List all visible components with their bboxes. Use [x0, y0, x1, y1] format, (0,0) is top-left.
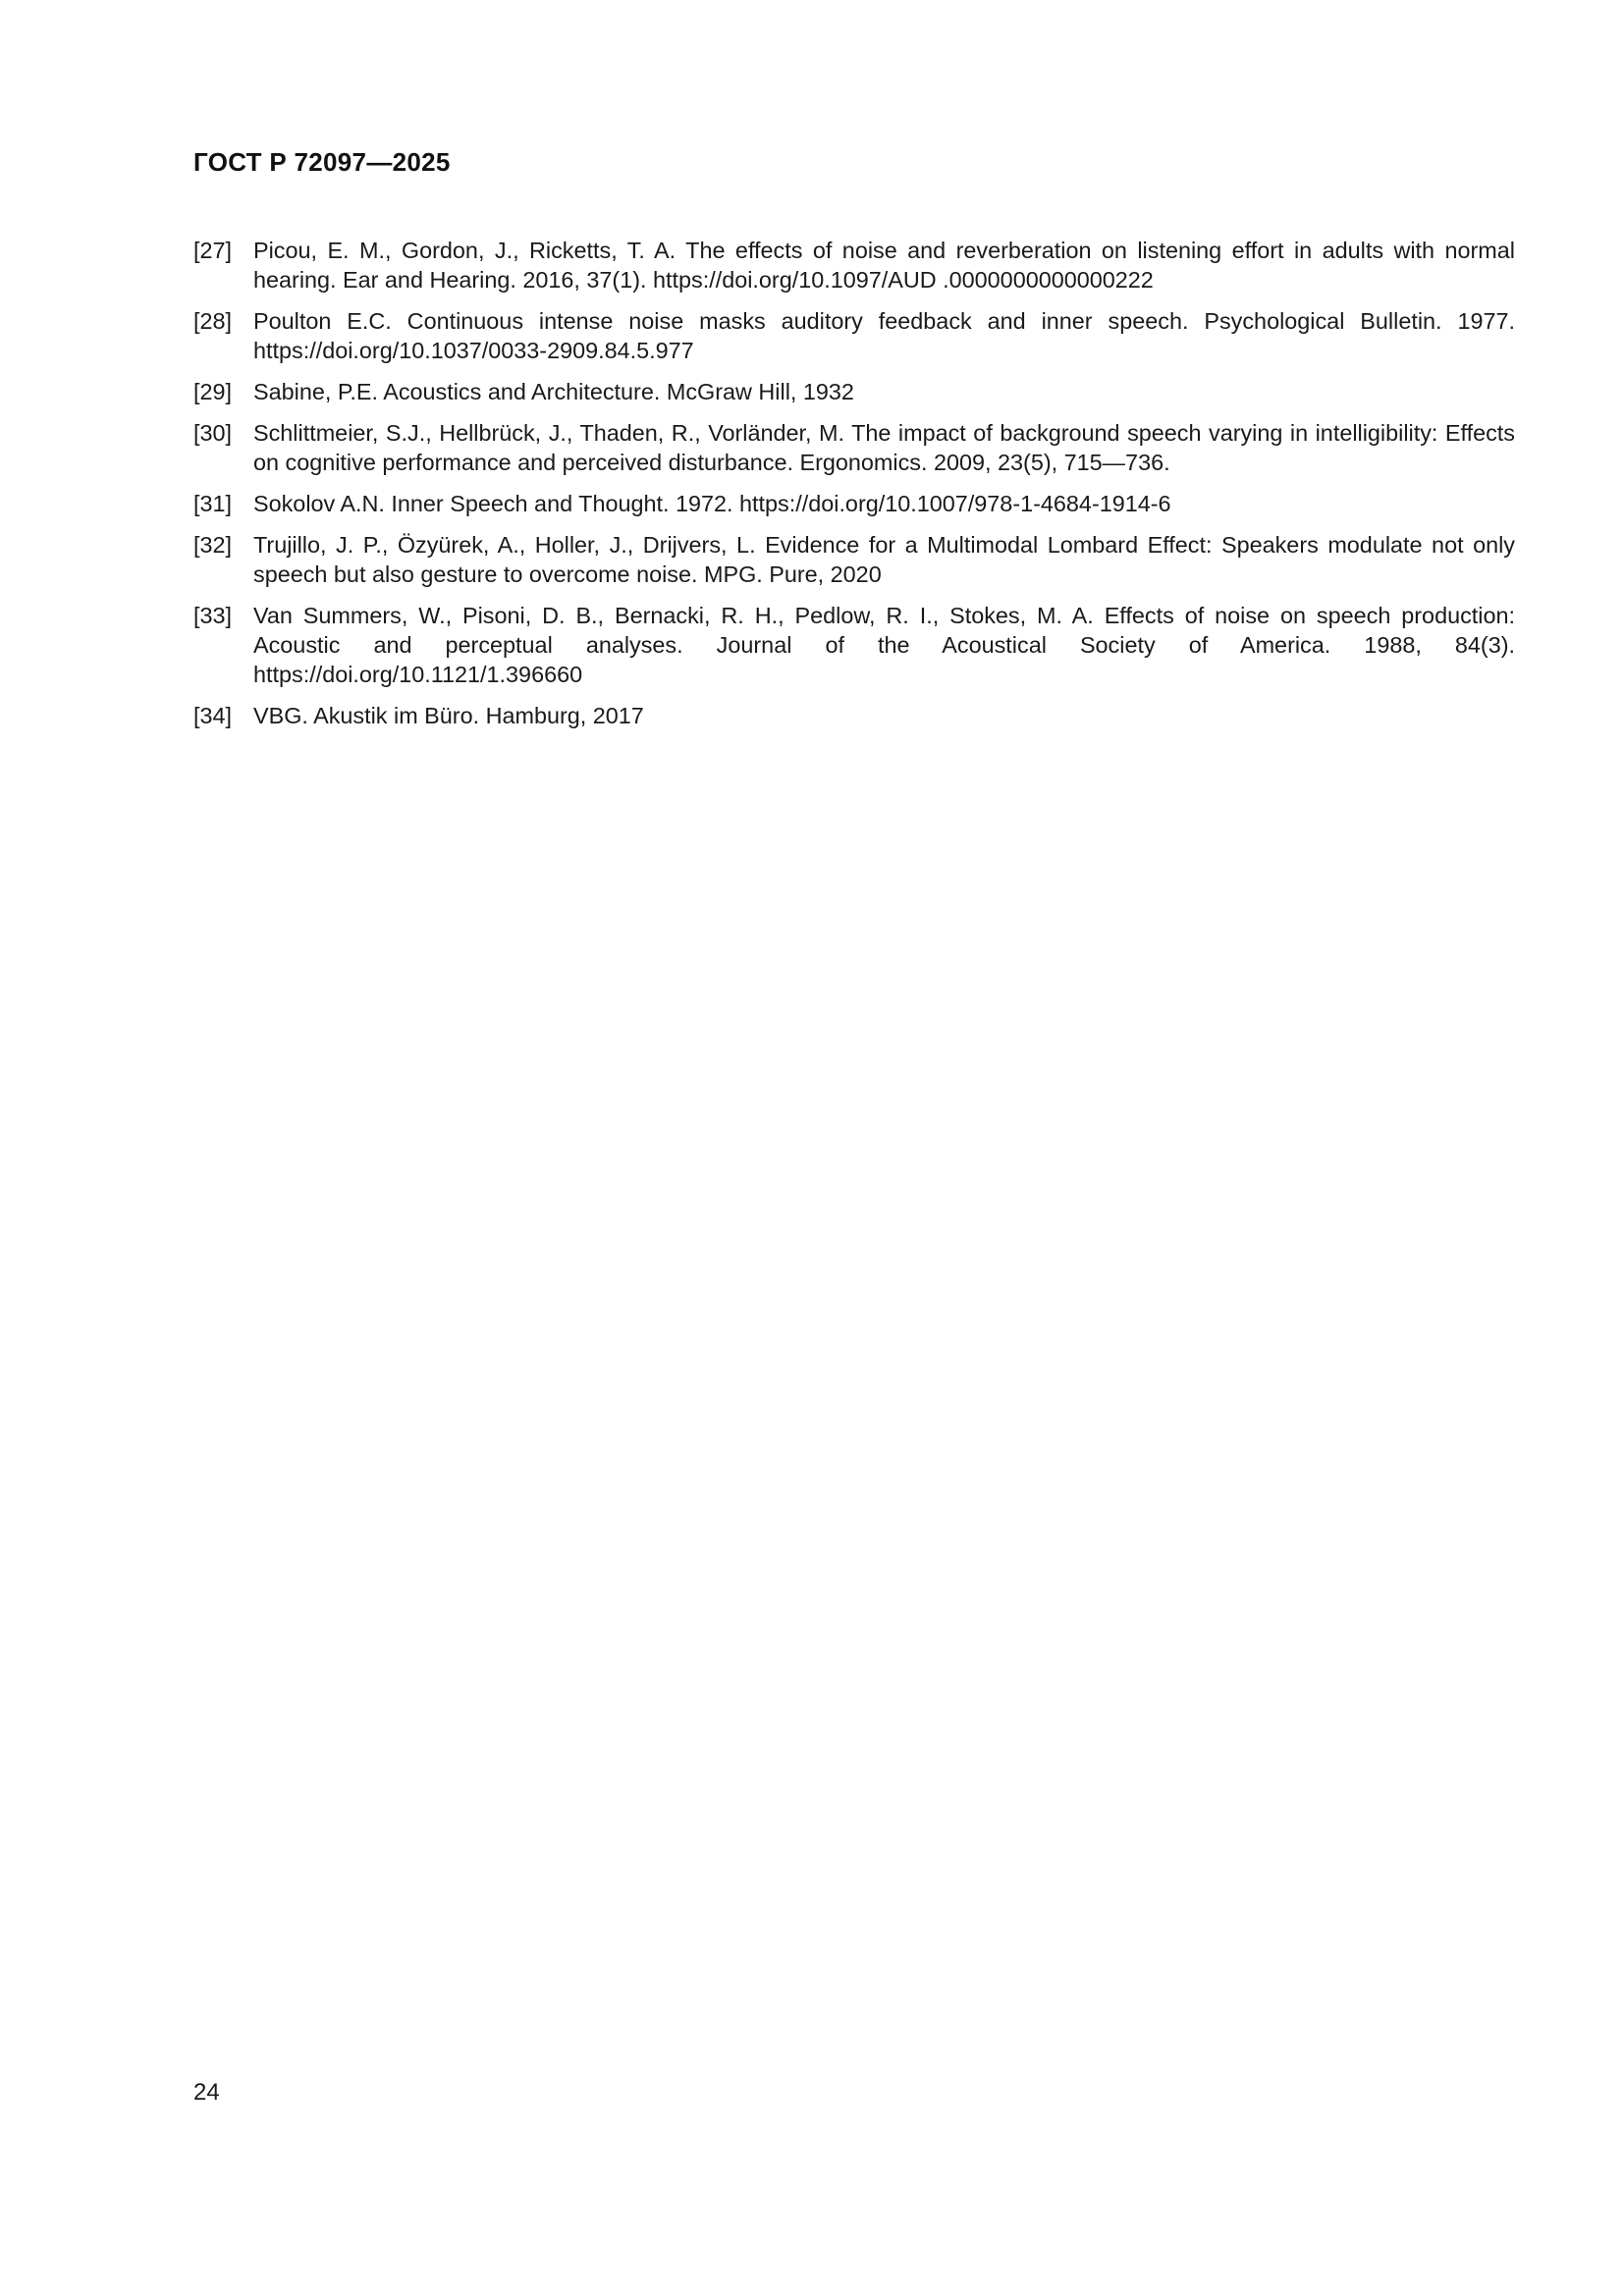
page-number: 24 — [193, 2079, 220, 2106]
reference-number: [28] — [193, 308, 233, 334]
reference-text: Poulton E.C. Continuous intense noise masks auditory feedback and inner speech. Psychological Bulletin. 1977. https://doi.org/10.1037/0033-2909.84.5.977 — [253, 308, 1515, 363]
reference-item-30 — [193, 418, 1515, 477]
reference-text: Trujillo, J. P., Özyürek, A., Holler, J., Drijvers, L. Evidence for a Multimodal Lombard Effect: Speakers modulate not only speech but also gesture to overcome noise. MPG. Pure, 2020 — [253, 532, 1515, 587]
reference-text: Sabine, P.E. Acoustics and Architecture. McGraw Hill, 1932 — [253, 379, 854, 404]
reference-text: Schlittmeier, S.J., Hellbrück, J., Thaden, R., Vorländer, M. The impact of background speech varying in intelligibility: Effects on cognitive performance and perceived disturbance. Ergonomics. 2009, 23(5), 715—736. — [253, 420, 1515, 475]
reference-number: [32] — [193, 532, 233, 558]
document-header: ГОСТ Р 72097—2025 — [193, 147, 451, 177]
reference-item-32 — [193, 530, 1515, 589]
reference-number: [30] — [193, 420, 233, 446]
reference-item-29 — [193, 377, 1515, 406]
reference-item-33 — [193, 601, 1515, 689]
reference-item-31 — [193, 489, 1515, 518]
reference-text: Van Summers, W., Pisoni, D. B., Bernacki, R. H., Pedlow, R. I., Stokes, M. A. Effects of noise on speech production: Acoustic and perceptual analyses. Journal of the Acoustical Society of America. 1988, 84(3). https://doi.org/10.1121/1.396660 — [253, 603, 1515, 687]
reference-item-34 — [193, 701, 1515, 730]
reference-text: VBG. Akustik im Büro. Hamburg, 2017 — [253, 703, 644, 728]
reference-number: [33] — [193, 603, 233, 628]
reference-text: Picou, E. M., Gordon, J., Ricketts, T. A. The effects of noise and reverberation on listening effort in adults with normal hearing. Ear and Hearing. 2016, 37(1). https://doi.org/10.1097/AUD .0000000000000222 — [253, 238, 1515, 293]
reference-number: [29] — [193, 379, 233, 404]
reference-item-28 — [193, 306, 1515, 365]
reference-number: [27] — [193, 238, 233, 263]
reference-item-27 — [193, 236, 1515, 294]
reference-number: [31] — [193, 491, 233, 516]
reference-text: Sokolov A.N. Inner Speech and Thought. 1972. https://doi.org/10.1007/978-1-4684-1914-6 — [253, 491, 1171, 516]
reference-number: [34] — [193, 703, 233, 728]
reference-list — [193, 236, 1515, 742]
